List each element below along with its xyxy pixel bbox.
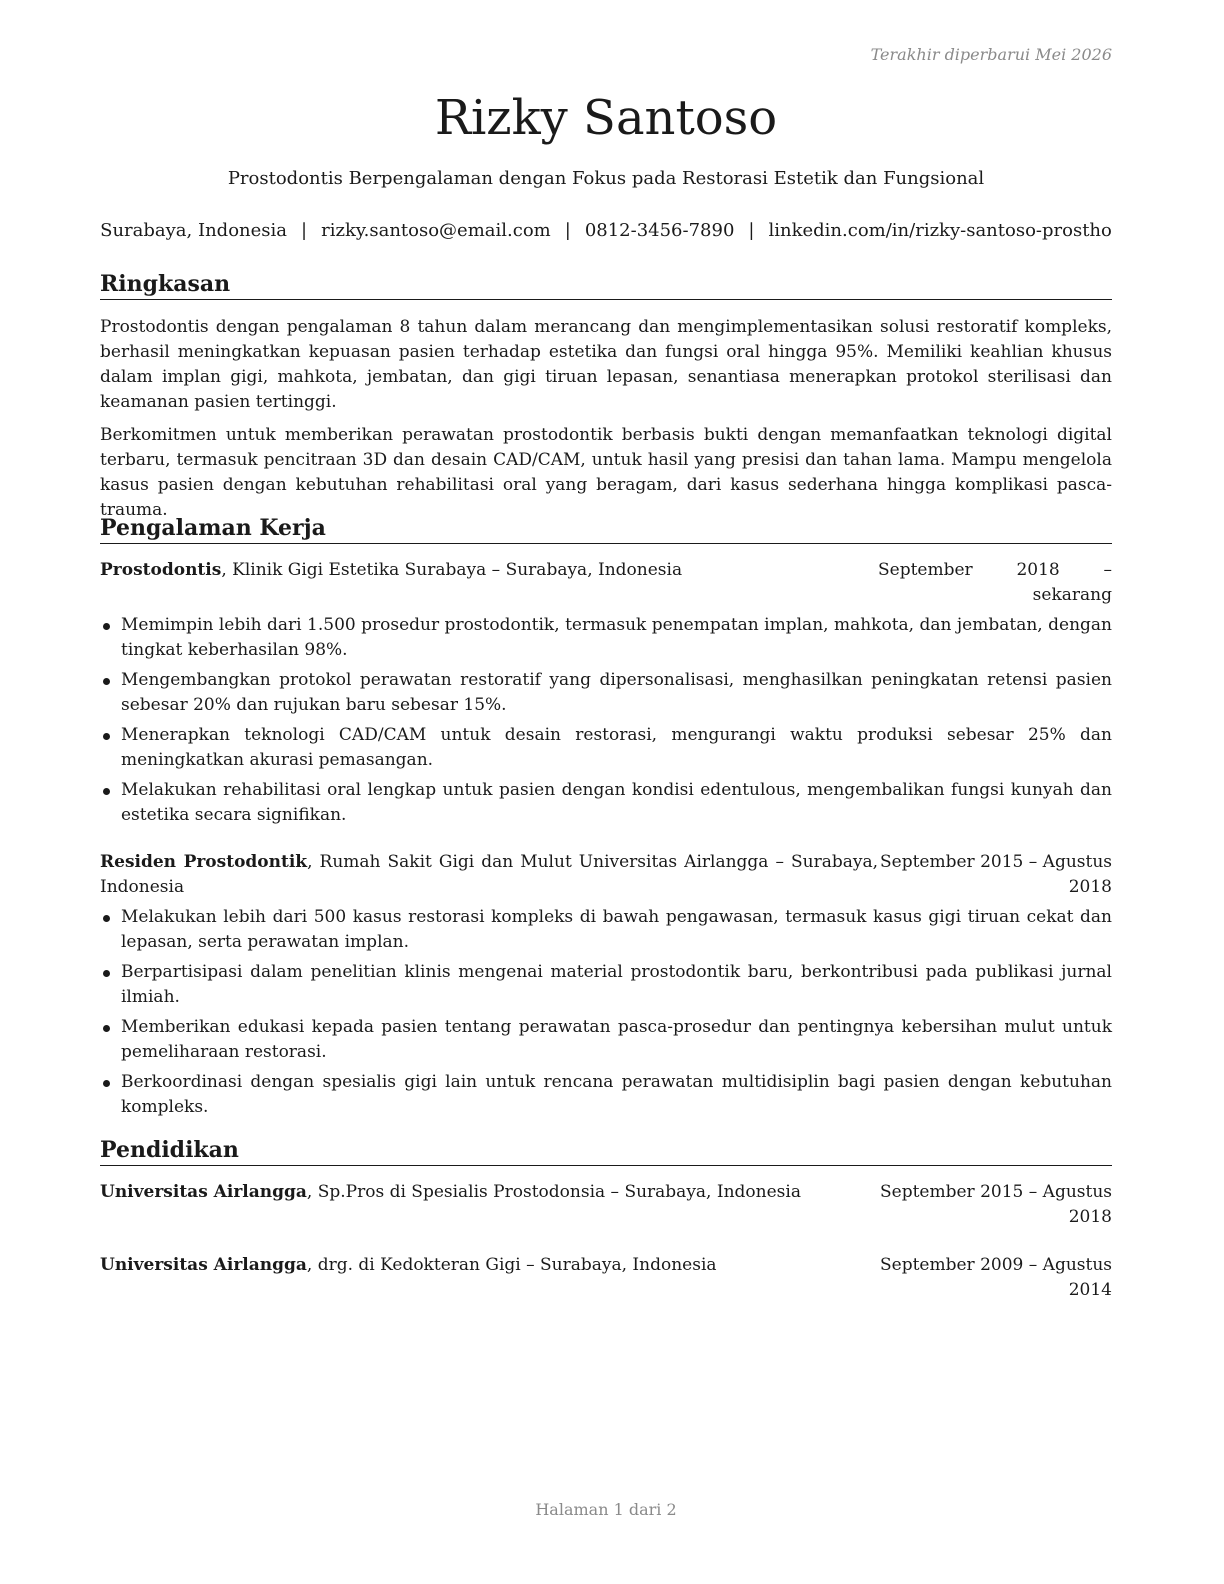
summary-section — [100, 270, 1112, 523]
contact-separator: | — [564, 220, 571, 241]
section-title-experience: Pengalaman Kerja — [100, 514, 1112, 544]
education-dates-line: September 2009 – Agustus — [880, 1255, 1112, 1275]
education-entry — [100, 1180, 1112, 1230]
job-header — [100, 558, 1112, 608]
job-dates — [878, 850, 1112, 900]
education-section — [100, 1136, 1112, 1303]
job-role: Prostodontis — [100, 560, 222, 580]
job-bullets — [100, 905, 1112, 1120]
job-entry — [100, 850, 1112, 1120]
list-item: Melakukan rehabilitasi oral lengkap untuk pasien dengan kondisi edentulous, mengembalikan fungsi kunyah dan estetika secara signifikan. — [100, 778, 1112, 828]
bullet-icon — [103, 623, 110, 630]
list-item: Melakukan lebih dari 500 kasus restorasi kompleks di bawah pengawasan, termasuk kasus gigi tiruan cekat dan lepasan, serta perawatan implan. — [100, 905, 1112, 955]
education-dates-line: September 2015 – Agustus — [880, 1182, 1112, 1202]
bullet-icon — [103, 915, 110, 922]
experience-section — [100, 514, 1112, 1120]
section-title-education: Pendidikan — [100, 1136, 1112, 1166]
job-organization: , Klinik Gigi Estetika Surabaya – Surabaya, Indonesia — [221, 560, 683, 580]
job-bullets — [100, 613, 1112, 828]
contact-separator: | — [748, 220, 755, 241]
education-dates — [878, 1253, 1112, 1303]
education-detail: , drg. di Kedokteran Gigi – Surabaya, Indonesia — [306, 1255, 717, 1275]
list-item: Memimpin lebih dari 1.500 prosedur prostodontik, termasuk penempatan implan, mahkota, dan jembatan, dengan tingkat keberhasilan 98%. — [100, 613, 1112, 663]
contact-linkedin[interactable]: linkedin.com/in/rizky-santoso-prostho — [768, 220, 1112, 241]
education-detail: , Sp.Pros di Spesialis Prostodonsia – Surabaya, Indonesia — [306, 1182, 801, 1202]
education-school: Universitas Airlangga — [100, 1255, 307, 1275]
contact-email[interactable]: rizky.santoso@email.com — [321, 220, 551, 241]
job-dates-line: sekarang — [1032, 585, 1112, 605]
contact-separator: | — [301, 220, 308, 241]
resume-page — [100, 0, 1112, 1584]
bullet-icon — [103, 788, 110, 795]
job-role: Residen Prostodontik — [100, 852, 308, 872]
last-updated-note: Terakhir diperbarui Mei 2026 — [870, 45, 1112, 64]
education-dates — [878, 1180, 1112, 1230]
bullet-icon — [103, 678, 110, 685]
list-item: Mengembangkan protokol perawatan restoratif yang dipersonalisasi, menghasilkan peningkatan retensi pasien sebesar 20% dan rujukan baru sebesar 15%. — [100, 668, 1112, 718]
bullet-icon — [103, 1080, 110, 1087]
education-title-line — [100, 1253, 878, 1303]
job-dates-line: 2018 — [1068, 877, 1112, 897]
contact-line — [90, 219, 1122, 243]
job-title-line — [100, 850, 878, 900]
bullet-icon — [103, 733, 110, 740]
job-dates-line: September 2018 – — [878, 560, 1112, 580]
summary-paragraph: Berkomitmen untuk memberikan perawatan prostodontik berbasis bukti dengan memanfaatkan teknologi digital terbaru, termasuk pencitraan 3D dan desain CAD/CAM, untuk hasil yang presisi dan tahan lama. Mampu mengelola kasus pasien dengan kebutuhan rehabilitasi oral yang beragam, dari kasus sederhana hingga komplikasi pasca-trauma. — [100, 425, 1112, 520]
section-title-summary: Ringkasan — [100, 270, 1112, 300]
bullet-icon — [103, 970, 110, 977]
education-title-line — [100, 1180, 878, 1230]
bullet-icon — [103, 1025, 110, 1032]
education-school: Universitas Airlangga — [100, 1182, 307, 1202]
page-number: Halaman 1 dari 2 — [535, 1500, 677, 1519]
list-item: Menerapkan teknologi CAD/CAM untuk desain restorasi, mengurangi waktu produksi sebesar 25% dan meningkatkan akurasi pemasangan. — [100, 723, 1112, 773]
candidate-name: Rizky Santoso — [434, 90, 778, 146]
job-dates — [878, 558, 1112, 608]
education-dates-line: 2018 — [1068, 1207, 1112, 1227]
contact-location: Surabaya, Indonesia — [100, 220, 288, 241]
job-organization-cont: Indonesia — [100, 877, 185, 897]
list-item: Berkoordinasi dengan spesialis gigi lain untuk rencana perawatan multidisiplin bagi pasien dengan kebutuhan kompleks. — [100, 1070, 1112, 1120]
education-entry — [100, 1253, 1112, 1303]
job-dates-line: September 2015 – Agustus — [880, 852, 1112, 872]
job-entry — [100, 558, 1112, 828]
contact-phone[interactable]: 0812-3456-7890 — [584, 220, 735, 241]
list-item: Memberikan edukasi kepada pasien tentang perawatan pasca-prosedur dan pentingnya kebersihan mulut untuk pemeliharaan restorasi. — [100, 1015, 1112, 1065]
education-dates-line: 2014 — [1068, 1280, 1112, 1300]
list-item: Berpartisipasi dalam penelitian klinis mengenai material prostodontik baru, berkontribusi pada publikasi jurnal ilmiah. — [100, 960, 1112, 1010]
job-header — [100, 850, 1112, 900]
summary-paragraph: Prostodontis dengan pengalaman 8 tahun dalam merancang dan mengimplementasikan solusi restoratif kompleks, berhasil meningkatkan kepuasan pasien terhadap estetika dan fungsi oral hingga 95%. Memiliki keahlian khusus dalam implan gigi, mahkota, jembatan, dan gigi tiruan lepasan, senantiasa menerapkan protokol sterilisasi dan keamanan pasien tertinggi. — [100, 317, 1112, 412]
job-organization: , Rumah Sakit Gigi dan Mulut Universitas Airlangga – Surabaya, — [307, 852, 878, 872]
professional-headline: Prostodontis Berpengalaman dengan Fokus pada Restorasi Estetik dan Fungsional — [227, 168, 985, 189]
job-title-line — [100, 558, 878, 608]
